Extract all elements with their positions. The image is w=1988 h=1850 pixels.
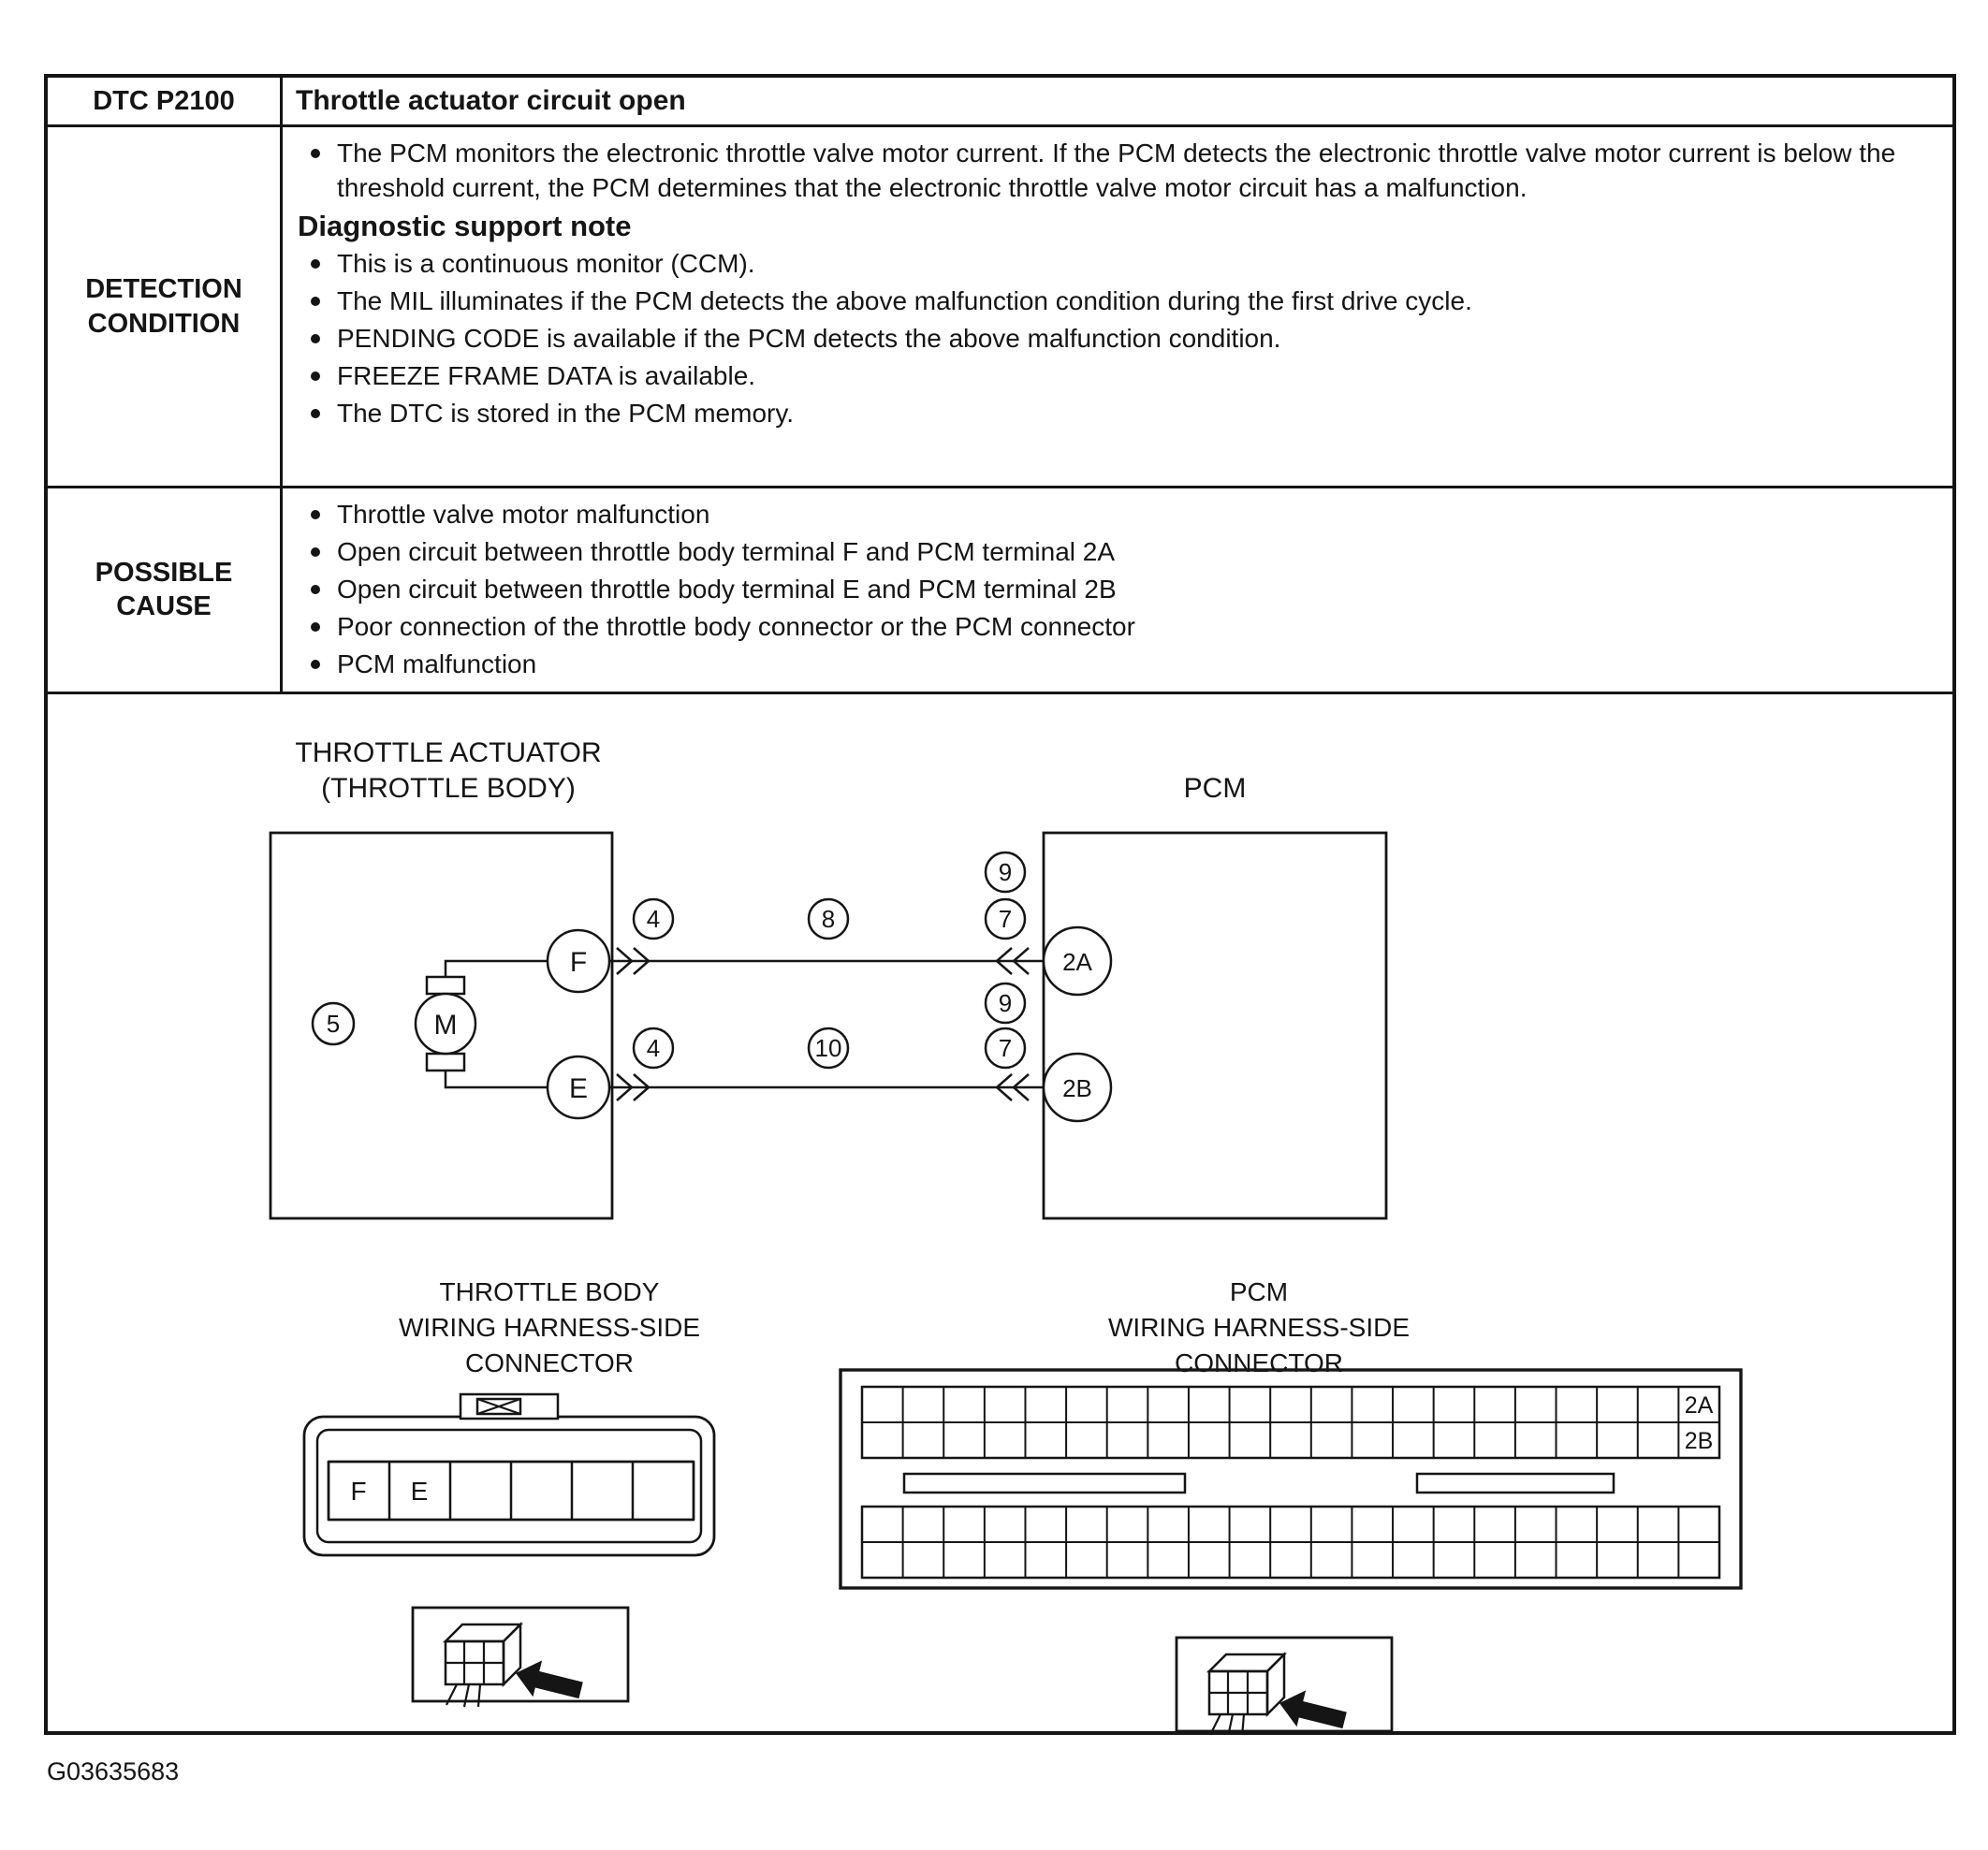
table-row: [48, 124, 1952, 486]
arrow-icon: [511, 1654, 586, 1707]
list-item: The MIL illuminates if the PCM detects the above malfunction condition during the first drive cycle.: [296, 284, 1939, 319]
table-row: [48, 692, 1952, 1731]
svg-text:10: 10: [814, 1033, 842, 1062]
possible-cause-label: POSSIBLE CAUSE: [48, 488, 283, 692]
list-item: Poor connection of the throttle body connector or the PCM connector: [296, 610, 1939, 645]
list-item: Open circuit between throttle body terminal F and PCM terminal 2A: [296, 535, 1939, 570]
callout-10: [809, 1028, 848, 1068]
figure-id: G03635683: [47, 1757, 180, 1785]
svg-text:2B: 2B: [1062, 1073, 1092, 1102]
dtc-code: DTC P2100: [48, 78, 283, 124]
svg-text:4: 4: [646, 904, 661, 933]
callout-9-top: [986, 852, 1025, 892]
terminal-e: [548, 1056, 609, 1118]
tb-pin-f-label: F: [350, 1476, 367, 1506]
throttle-body-subtitle: (THROTTLE BODY): [321, 772, 576, 804]
throttle-body-connector-drawing: [304, 1394, 714, 1555]
callout-7-bottom: [986, 1028, 1025, 1068]
list-item: PENDING CODE is available if the PCM detects the above malfunction condition.: [296, 322, 1939, 357]
svg-text:7: 7: [998, 904, 1013, 933]
connector-pin-grid: [329, 1462, 694, 1520]
callout-5: [313, 1003, 354, 1044]
table-row: [48, 486, 1952, 692]
callout-9-bottom: [986, 983, 1025, 1023]
tb-pin-e-label: E: [410, 1476, 429, 1506]
connector-pin-grid: [862, 1507, 1719, 1578]
svg-text:PCM: PCM: [1229, 1276, 1289, 1306]
connector-pin-grid: [862, 1387, 1719, 1458]
connector-arrows: [617, 948, 1029, 1100]
dtc-title: Throttle actuator circuit open: [296, 85, 686, 116]
pcm-box: [1044, 833, 1386, 1218]
pcm-title: PCM: [1183, 772, 1247, 804]
svg-text:7: 7: [998, 1033, 1013, 1062]
arrow-icon: [1275, 1684, 1350, 1730]
callout-7-top: [986, 899, 1025, 939]
svg-text:5: 5: [326, 1009, 341, 1038]
possible-cause-list: [296, 498, 1939, 682]
callout-4-bottom: [634, 1028, 673, 1068]
detection-condition-content: [283, 127, 1952, 486]
pcm-pin-2b-label: 2B: [1684, 1427, 1714, 1454]
diagnostic-support-note-heading: Diagnostic support note: [298, 209, 632, 242]
svg-text:WIRING HARNESS-SIDE: WIRING HARNESS-SIDE: [1107, 1312, 1411, 1342]
list-item: This is a continuous monitor (CCM).: [296, 247, 1939, 282]
table-row: [48, 78, 1952, 124]
list-item: PCM malfunction: [296, 648, 1939, 682]
svg-text:4: 4: [646, 1033, 661, 1062]
svg-text:9: 9: [998, 988, 1013, 1017]
throttle-body-connector-label: [399, 1277, 700, 1377]
list-item: Open circuit between throttle body terminal E and PCM terminal 2B: [296, 573, 1939, 607]
detection-list: [296, 247, 1939, 431]
callout-8: [809, 899, 848, 939]
throttle-actuator-title: THROTTLE ACTUATOR: [295, 736, 602, 768]
detection-condition-label: DETECTION CONDITION: [48, 127, 283, 486]
wiring-diagram: [48, 694, 1952, 1731]
pcm-pin-2a-label: 2A: [1684, 1391, 1714, 1419]
dtc-table: [44, 74, 1956, 1735]
svg-text:8: 8: [821, 904, 836, 933]
motor-label: M: [433, 1009, 458, 1041]
svg-text:WIRING HARNESS-SIDE: WIRING HARNESS-SIDE: [398, 1312, 701, 1342]
svg-text:9: 9: [998, 857, 1013, 886]
svg-text:CONNECTOR: CONNECTOR: [465, 1347, 634, 1377]
list-item: FREEZE FRAME DATA is available.: [296, 359, 1939, 394]
callout-4-top: [634, 899, 673, 939]
svg-text:2A: 2A: [1062, 947, 1092, 976]
pcm-connector-view-icon: [1209, 1654, 1350, 1731]
svg-text:F: F: [569, 946, 588, 978]
pcm-connector-label: [1108, 1277, 1410, 1377]
tb-connector-view-icon: [446, 1624, 586, 1708]
detection-intro-list: [296, 137, 1939, 206]
svg-text:E: E: [568, 1072, 589, 1104]
diagram-cell: [48, 694, 1952, 1731]
possible-cause-content: [283, 488, 1952, 692]
throttle-motor-symbol: [416, 961, 548, 1087]
list-item: The DTC is stored in the PCM memory.: [296, 397, 1939, 431]
svg-text:CONNECTOR: CONNECTOR: [1175, 1347, 1343, 1377]
terminal-2a: [1044, 927, 1111, 995]
pcm-connector-drawing: [841, 1370, 1741, 1588]
terminal-f: [548, 930, 609, 992]
list-item: Throttle valve motor malfunction: [296, 498, 1939, 532]
list-item: The PCM monitors the electronic throttle valve motor current. If the PCM detects the electronic throttle valve motor current is below the threshold current, the PCM determines that the electronic throttle valve motor circuit has a malfunction.: [296, 137, 1939, 206]
svg-text:THROTTLE BODY: THROTTLE BODY: [439, 1276, 660, 1306]
terminal-2b: [1044, 1054, 1111, 1121]
